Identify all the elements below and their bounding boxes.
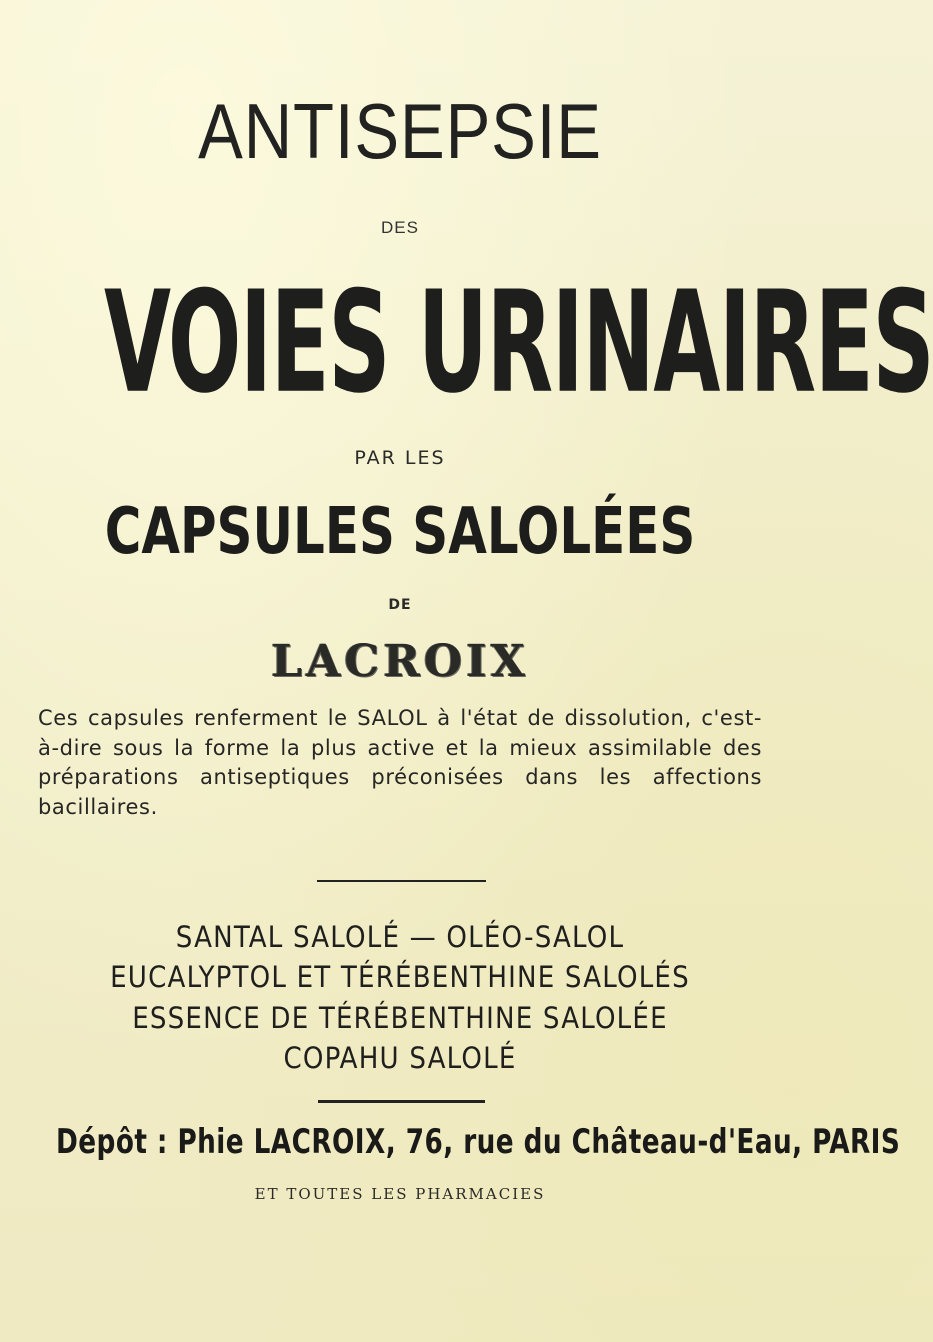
lacroix-brand-name: LACROIX bbox=[271, 636, 529, 687]
product-line: SANTAL SALOLÉ — OLÉO-SALOL bbox=[175, 920, 625, 954]
de-label: DE bbox=[388, 597, 412, 613]
des-label: DES bbox=[381, 218, 419, 237]
divider-bottom bbox=[318, 1100, 485, 1103]
product-line: COPAHU SALOLÉ bbox=[283, 1041, 517, 1075]
depot-address: Dépôt : Phie LACROIX, 76, rue du Château-d'Eau, PARIS bbox=[56, 1122, 901, 1162]
description-paragraph: Ces capsules renferment le SALOL à l'état de dissolution, c'est-à-dire sous la forme la plus active et la mieux assimilable des préparations antiseptiques préconisées dans les affections bacillaires. bbox=[38, 706, 762, 819]
pharmacies-note: ET TOUTES LES PHARMACIES bbox=[254, 1185, 546, 1203]
voies-urinaires-title: VOIES URINAIRES bbox=[104, 260, 933, 425]
product-line: EUCALYPTOL ET TÉRÉBENTHINE SALOLÉS bbox=[110, 960, 690, 994]
par-les-label: PAR LES bbox=[354, 447, 446, 469]
main-title: ANTISEPSIE bbox=[198, 87, 602, 175]
capsules-salolees-title: CAPSULES SALOLÉES bbox=[104, 495, 696, 569]
product-line: ESSENCE DE TÉRÉBENTHINE SALOLÉE bbox=[132, 1001, 668, 1035]
divider-top bbox=[317, 880, 486, 882]
